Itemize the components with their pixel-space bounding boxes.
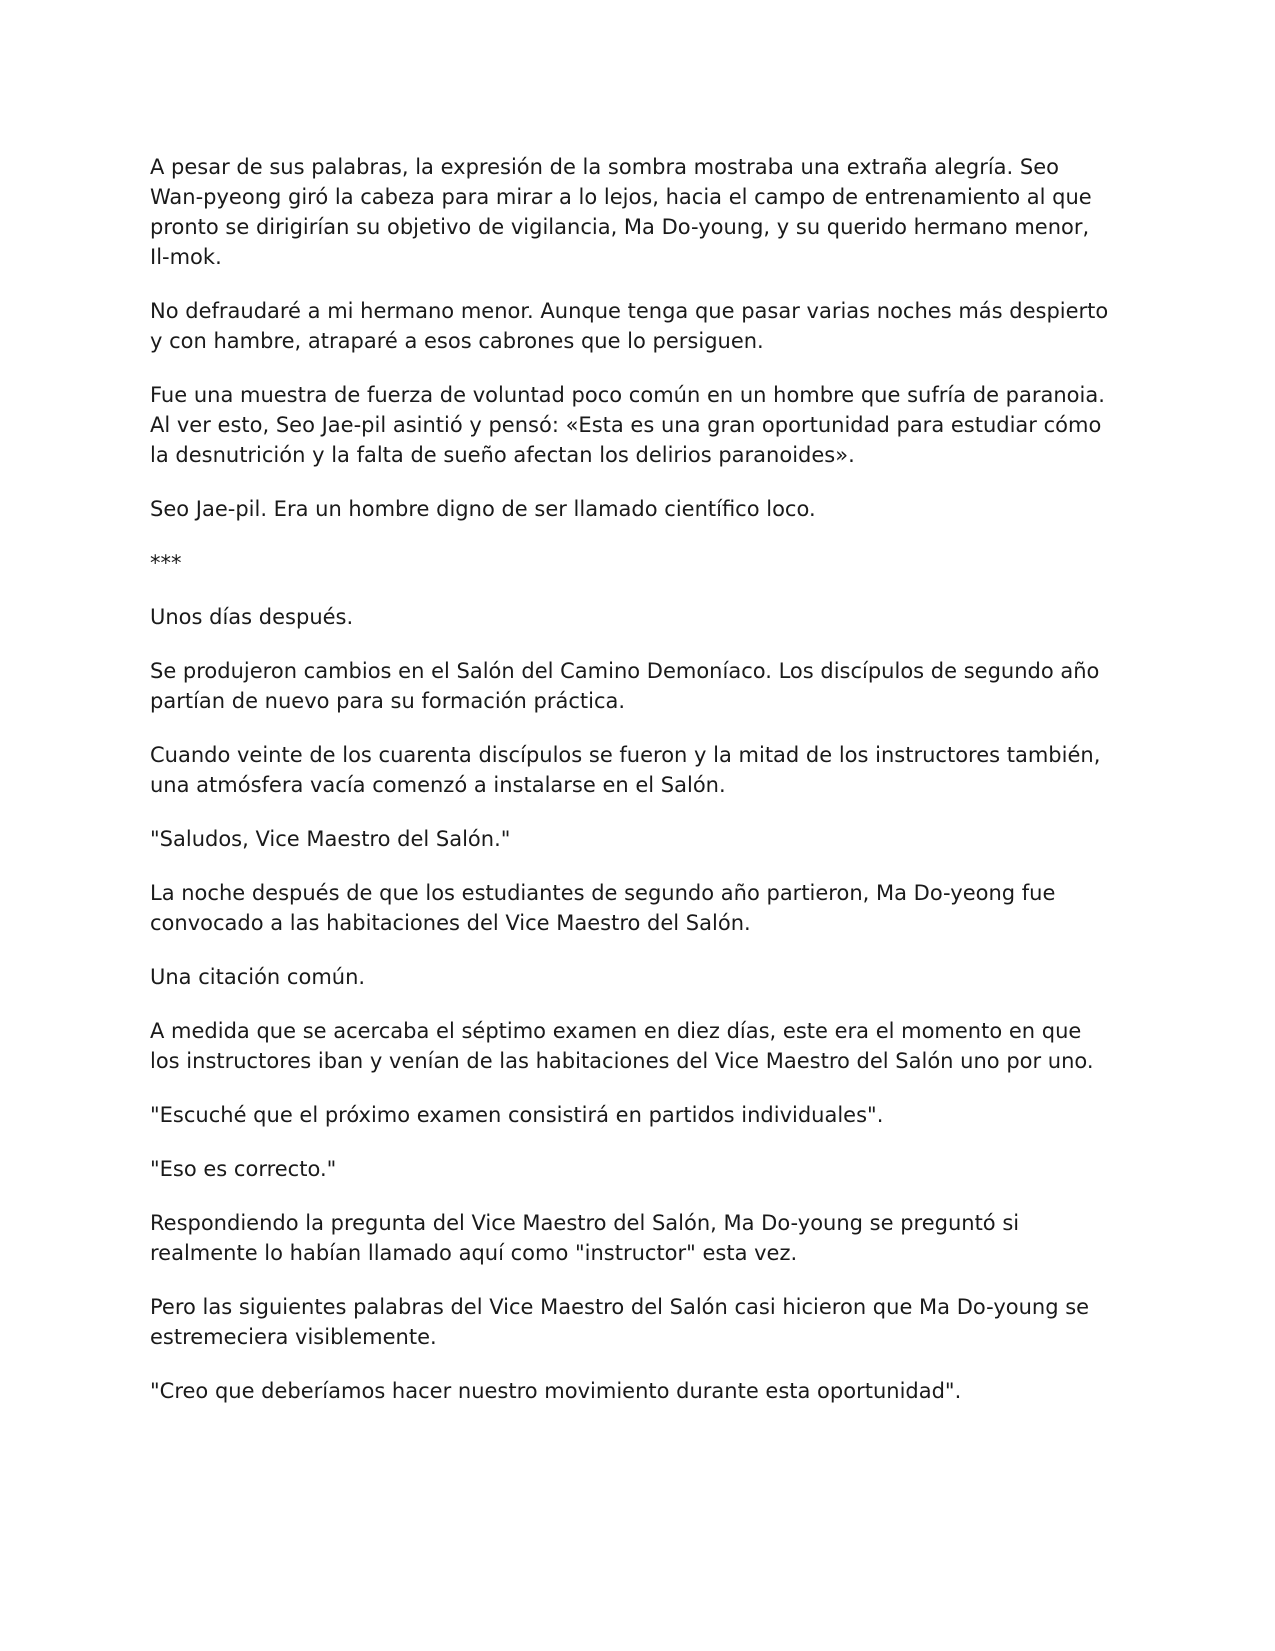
- paragraph: Seo Jae-pil. Era un hombre digno de ser llamado científico loco.: [150, 497, 816, 521]
- paragraph: Pero las siguientes palabras del Vice Maestro del Salón casi hicieron que Ma Do-young se estremeciera visiblemente.: [150, 1295, 1090, 1349]
- dialogue-paragraph: "Eso es correcto.": [150, 1157, 337, 1181]
- dialogue-paragraph: "Escuché que el próximo examen consistirá en partidos individuales".: [150, 1103, 884, 1127]
- paragraph: Fue una muestra de fuerza de voluntad poco común en un hombre que sufría de paranoia. Al ver esto, Seo Jae-pil asintió y pensó: «Esta es una gran oportunidad para estudiar cómo la desnutrición y la falta de sueño afectan los delirios paranoides».: [150, 383, 1105, 467]
- paragraph: A pesar de sus palabras, la expresión de la sombra mostraba una extraña alegría. Seo Wan-pyeong giró la cabeza para mirar a lo lejos, hacia el campo de entrenamiento al que pronto se dirigirían su objetivo de vigilancia, Ma Do-young, y su querido hermano menor, Il-mok.: [150, 155, 1092, 269]
- document-body: [150, 152, 1110, 1430]
- paragraph: A medida que se acercaba el séptimo examen en diez días, este era el momento en que los instructores iban y venían de las habitaciones del Vice Maestro del Salón uno por uno.: [150, 1019, 1094, 1073]
- paragraph: La noche después de que los estudiantes de segundo año partieron, Ma Do-yeong fue convocado a las habitaciones del Vice Maestro del Salón.: [150, 881, 1056, 935]
- dialogue-paragraph: "Creo que deberíamos hacer nuestro movimiento durante esta oportunidad".: [150, 1379, 962, 1403]
- paragraph: No defraudaré a mi hermano menor. Aunque tenga que pasar varias noches más despierto y con hambre, atraparé a esos cabrones que lo persiguen.: [150, 299, 1109, 353]
- paragraph: Unos días después.: [150, 605, 354, 629]
- paragraph: Se produjeron cambios en el Salón del Camino Demoníaco. Los discípulos de segundo año partían de nuevo para su formación práctica.: [150, 659, 1100, 713]
- scene-break: ***: [150, 551, 182, 575]
- dialogue-paragraph: "Saludos, Vice Maestro del Salón.": [150, 827, 511, 851]
- paragraph: Cuando veinte de los cuarenta discípulos se fueron y la mitad de los instructores también, una atmósfera vacía comenzó a instalarse en el Salón.: [150, 743, 1101, 797]
- paragraph: Una citación común.: [150, 965, 366, 989]
- paragraph: Respondiendo la pregunta del Vice Maestro del Salón, Ma Do-young se preguntó si realmente lo habían llamado aquí como "instructor" esta vez.: [150, 1211, 1020, 1265]
